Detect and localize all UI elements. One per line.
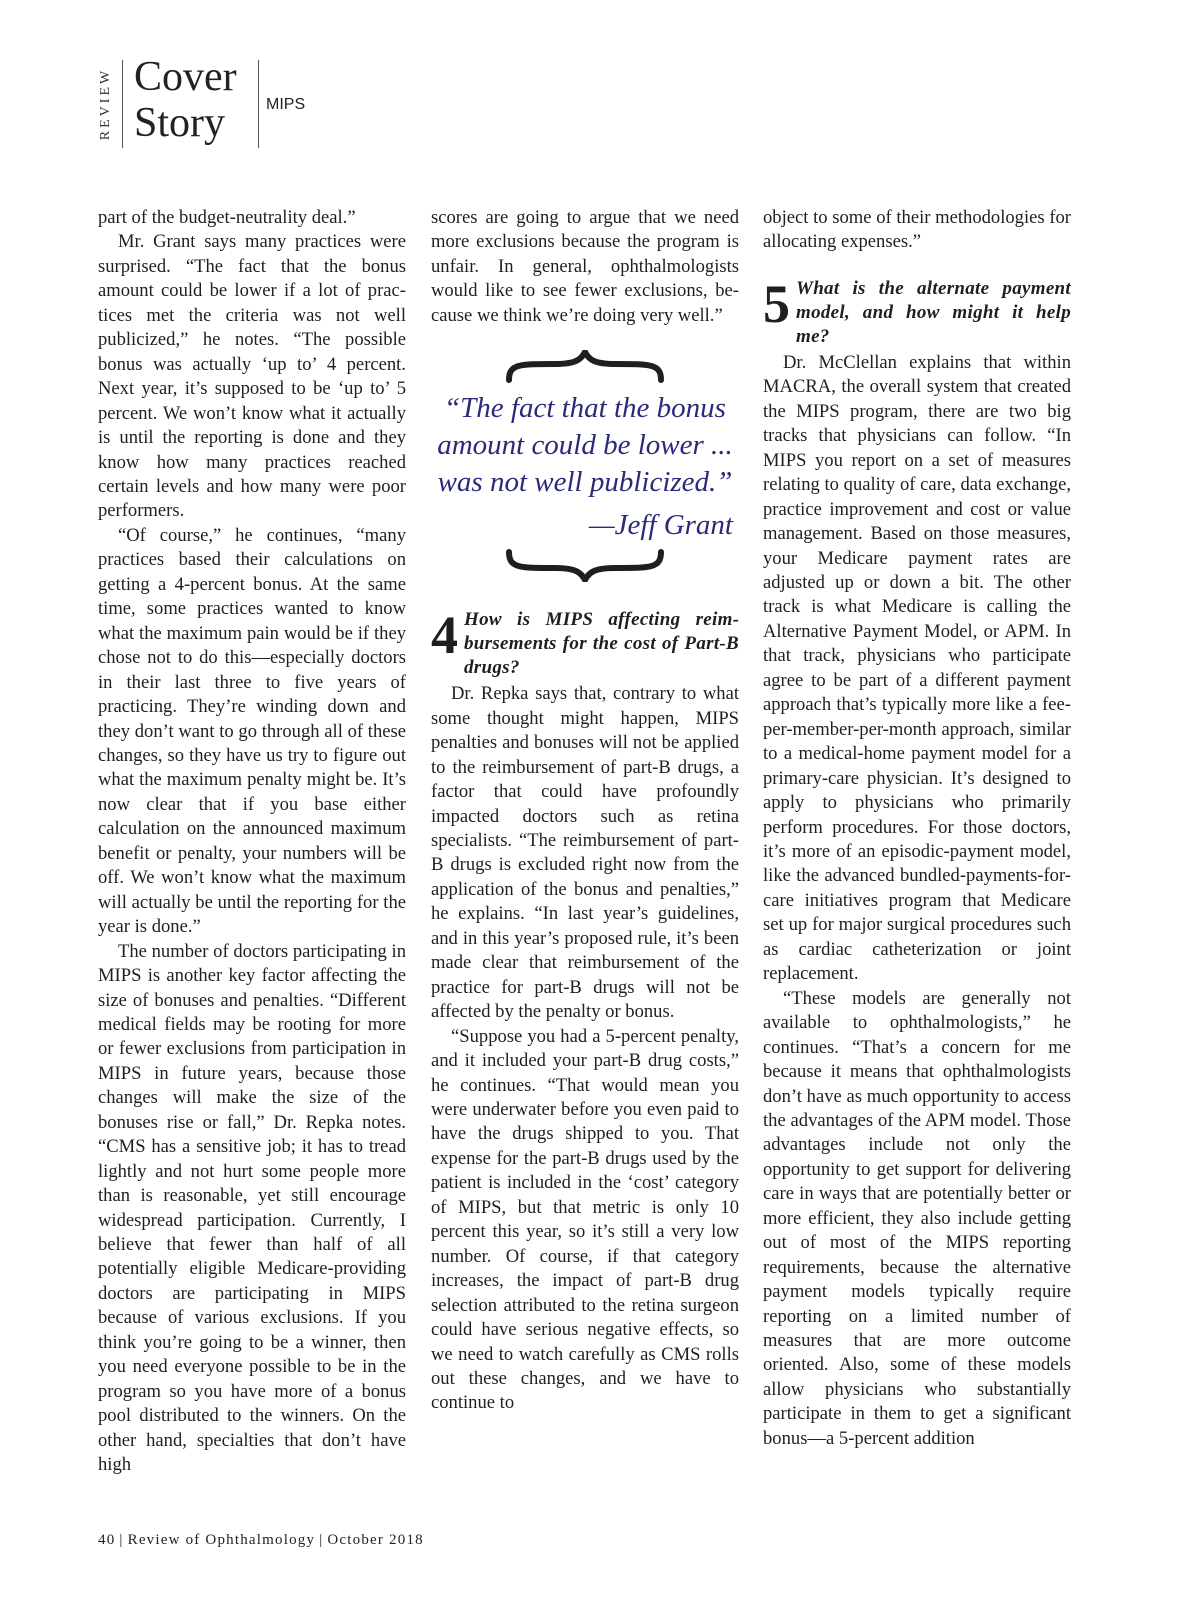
column-2 <box>431 206 739 1416</box>
department-title-line1: Cover <box>134 54 237 100</box>
paragraph: Mr. Grant says many practices were surprised. “The fact that the bonus amount could be lower if a lot of practices met the criteria was not well publicized,” he notes. “The possible bonus was actually ‘up to’ 4 percent. Next year, it’s supposed to be ‘up to’ 5 percent. We won’t know what it actually is until the reporting is done and they know how many practices reached certain levels and how many were poor performers. <box>98 231 406 522</box>
brace-bottom-icon <box>505 548 665 582</box>
paragraph: “Of course,” he continues, “many practices based their calculations on getting a 4-percent bonus. At the same time, some practices wanted to know what the maximum pain would be if they chose not to do this—especially doctors in their last three to five years of practicing. They’re winding down and they don’t want to go through all of these changes, so they have us try to figure out what the maximum penalty might be. It’s now clear that if you base either calculation on the announced maximum benefit or penalty, your numbers will be off. We won’t know what the maximum will actually be until the reporting for the year is done.” <box>98 524 406 938</box>
question-text: How is MIPS affecting reimbursements for the cost of Part-B drugs? <box>464 609 739 679</box>
paragraph: The number of doctors participating in MIPS is another key factor affecting the size of bonuses and penalties. “Different medical fields may be rooting for more or fewer exclusions from participation in MIPS in future years, because those changes will make the size of the bonuses rise or fall,” Dr. Repka notes. “CMS has a sensitive job; it has to tread lightly and not hurt some people more than is reasonable, yet still encourage widespread participation. Currently, I believe that fewer than half of all potentially eligible Medicare-providing doctors are participating in MIPS because of various exclusions. If you think you’re going to be a winner, then you need everyone possible to be in the program so you have more of a bonus pool distributed to the winners. On the other hand, specialties that don’t have high <box>98 940 406 1476</box>
pull-quote-attribution: —Jeff Grant <box>588 509 733 542</box>
brace-top-icon <box>505 350 665 384</box>
issue-date: October 2018 <box>327 1532 424 1548</box>
paragraph: part of the budget-neutrality deal.” <box>98 207 356 228</box>
department-title-line2: Story <box>134 100 226 146</box>
column-1 <box>98 206 406 1478</box>
pull-quote <box>431 350 739 582</box>
paragraph: object to some of their methodologies for allocating expenses.” <box>763 207 1071 253</box>
question-number: 4 <box>431 608 458 666</box>
department-title <box>134 54 284 146</box>
paragraph: “Suppose you had a 5-percent penalty, and it included your part-B drug costs,” he continues. “That would mean you were underwater before you even paid to have the drugs shipped to you. That expense for the part-B drugs used by the patient is included in the ‘cost’ category of MIPS, but that metric is only 10 percent this year, so it’s still a very low number. Of course, if that category increases, the impact of part-B drug selection attributed to the retina surgeon could have serious negative effects, so we need to watch carefully as CMS rolls out these changes, and we have to continue to <box>431 1025 739 1414</box>
publication-name: Review of Ophthalmology <box>127 1532 316 1548</box>
question-heading-4 <box>431 608 739 680</box>
paragraph: scores are going to argue that we need more exclusions because the program is unfair. In general, ophthalmologists would like to see fewer exclusions, because we think we’re doing very well.” <box>431 207 739 326</box>
pull-quote-text: “The fact that the bonus amount could be lower ... was not well publicized.” <box>437 392 733 499</box>
column-3 <box>763 206 1071 1451</box>
question-text: What is the alternate payment model, and how might it help me? <box>796 277 1071 347</box>
review-label: REVIEW <box>98 67 113 141</box>
question-heading-5 <box>763 277 1071 349</box>
question-number: 5 <box>763 276 790 334</box>
header-divider <box>122 60 123 148</box>
section-label: MIPS <box>266 96 306 113</box>
paragraph: Dr. McClellan explains that within MACRA, the overall system that created the MIPS program, there are two big tracks that physicians can follow. “In MIPS you report on a set of measures relating to quality of care, data exchange, practice improvement and cost or value management. Based on those measures, your Medicare payment rates are adjusted up or down a bit. The other track is what Medicare is calling the Alternative Payment Model, or APM. In that track, physicians who participate agree to be part of a different payment approach that’s typically more like a fee-per-member-per-month approach, similar to a medical-home payment model for a primary-care physician. It’s designed to apply to physicians who primarily perform procedures. For those doctors, it’s more of an episodic-payment model, like the advanced bundled-payments-for-care initiatives program that Medicare set up for major surgical procedures such as cardiac catheterization or joint replacement. <box>763 351 1071 985</box>
paragraph: “These models are generally not available to ophthalmologists,” he continues. “That’s a concern for me because it means that ophthalmologists don’t have as much opportunity to access the advantages of the APM model. Those advantages include not only the opportunity to get support for delivering care in ways that are potentially better or more efficient, they also include getting out of most of the MIPS reporting requirements, because the alternative payment models typically require reporting on a limited number of measures that are more outcome oriented. Also, some of these models allow physicians who substantially participate in them to get a significant bonus—a 5-percent addition <box>763 987 1071 1449</box>
page-number: 40 <box>98 1532 116 1548</box>
page-footer: 40 | Review of Ophthalmology | October 2018 <box>98 1532 424 1548</box>
header-divider <box>258 60 259 148</box>
paragraph: Dr. Repka says that, contrary to what some thought might happen, MIPS penalties and bonuses will not be applied to the reimbursement of part-B drugs, a factor that could have profoundly impacted doctors such as retina specialists. “The reimbursement of part-B drugs is excluded right now from the application of the bonus and penalties,” he explains. “In last year’s guidelines, and in this year’s proposed rule, it’s been made clear that reimbursement of the practice for part-B drugs will not be affected by the penalty or bonus. <box>431 683 739 1023</box>
